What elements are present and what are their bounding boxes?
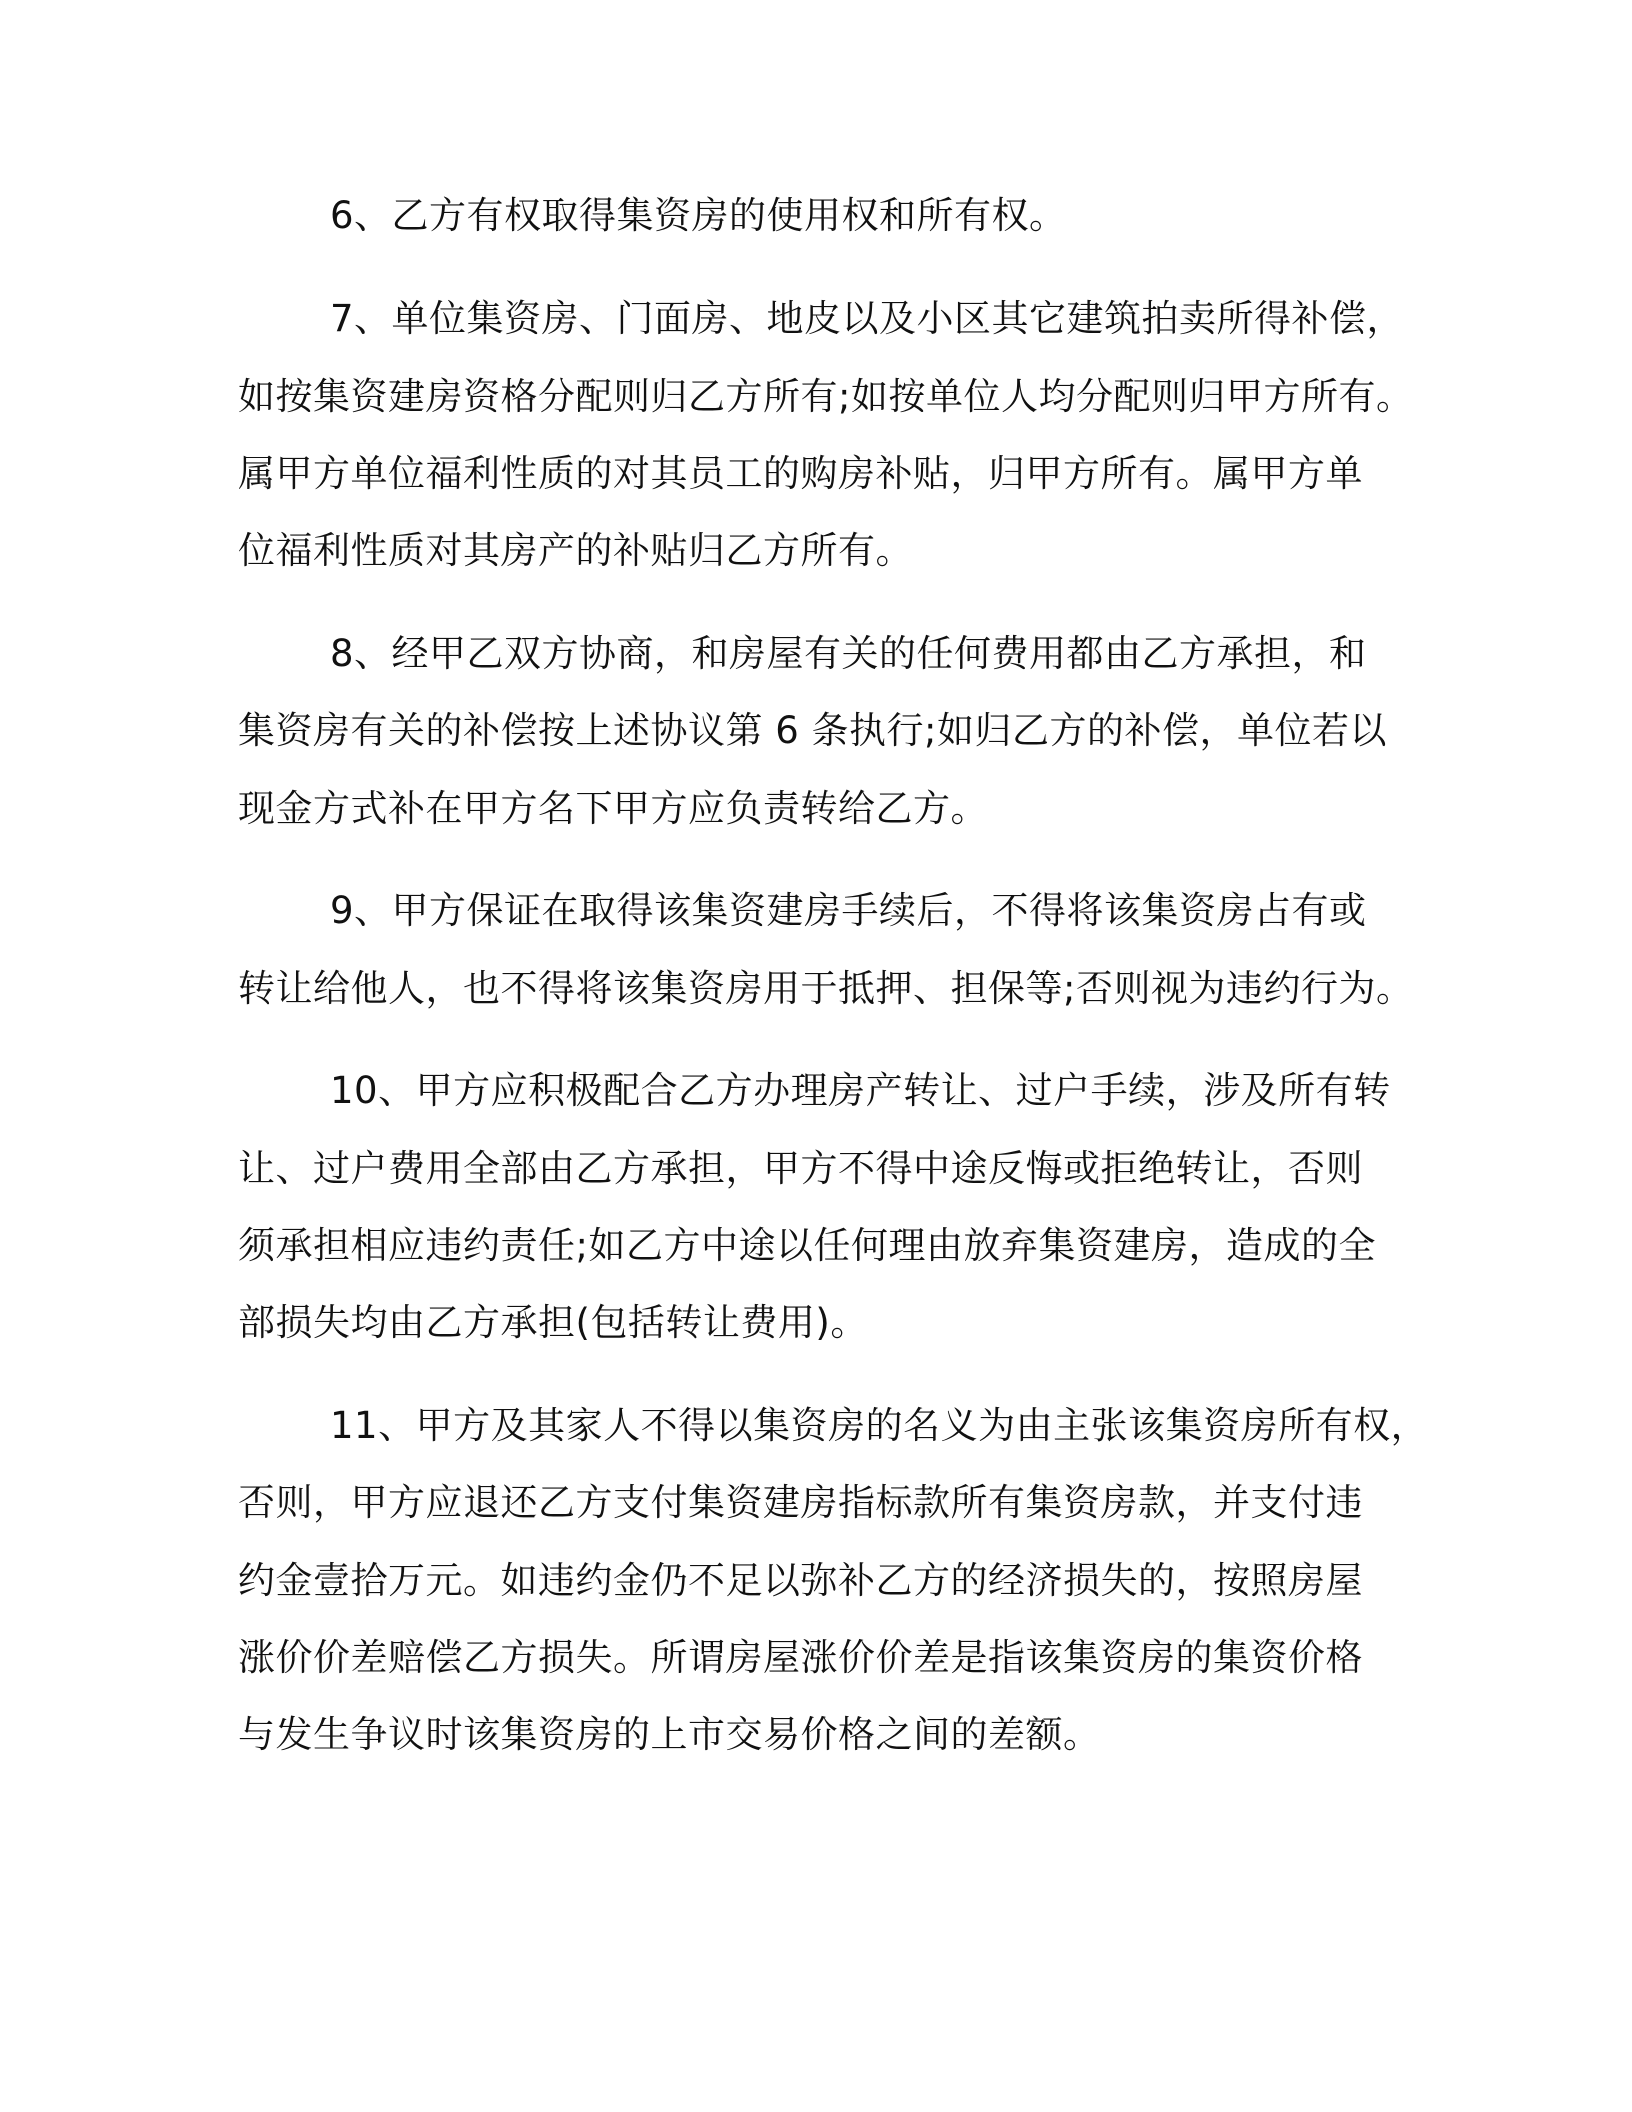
- clause-8-line-3: 现金方式补在甲方名下甲方应负责转给乙方。: [238, 787, 988, 830]
- clause-8-line-2: 集资房有关的补偿按上述协议第 6 条执行;如归乙方的补偿，单位若以: [238, 709, 1388, 752]
- clause-9-line-1: 9、甲方保证在取得该集资建房手续后，不得将该集资房占有或: [330, 889, 1367, 932]
- clause-7-line-3: 属甲方单位福利性质的对其员工的购房补贴，归甲方所有。属甲方单: [238, 452, 1363, 495]
- clause-10-line-2: 让、过户费用全部由乙方承担，甲方不得中途反悔或拒绝转让，否则: [238, 1147, 1363, 1190]
- clause-7-line-1: 7、单位集资房、门面房、地皮以及小区其它建筑拍卖所得补偿，: [330, 297, 1405, 340]
- clause-7-line-2: 如按集资建房资格分配则归乙方所有;如按单位人均分配则归甲方所有。: [238, 375, 1414, 418]
- clause-10-line-1: 10、甲方应积极配合乙方办理房产转让、过户手续，涉及所有转: [330, 1069, 1391, 1112]
- clause-9-line-2: 转让给他人，也不得将该集资房用于抵押、担保等;否则视为违约行为。: [238, 967, 1414, 1010]
- clause-11-line-2: 否则，甲方应退还乙方支付集资建房指标款所有集资房款，并支付违: [238, 1481, 1363, 1524]
- clause-11-line-3: 约金壹拾万元。如违约金仍不足以弥补乙方的经济损失的，按照房屋: [238, 1559, 1363, 1602]
- clause-6-line-1: 6、乙方有权取得集资房的使用权和所有权。: [330, 194, 1067, 237]
- clause-11-line-5: 与发生争议时该集资房的上市交易价格之间的差额。: [238, 1713, 1101, 1756]
- clause-10-line-3: 须承担相应违约责任;如乙方中途以任何理由放弃集资建房，造成的全: [238, 1224, 1376, 1267]
- clause-11-line-4: 涨价价差赔偿乙方损失。所谓房屋涨价价差是指该集资房的集资价格: [238, 1636, 1363, 1679]
- clause-7-line-4: 位福利性质对其房产的补贴归乙方所有。: [238, 529, 913, 572]
- clause-10-line-4: 部损失均由乙方承担(包括转让费用)。: [238, 1301, 868, 1344]
- clause-8-line-1: 8、经甲乙双方协商，和房屋有关的任何费用都由乙方承担，和: [330, 632, 1367, 675]
- clause-11-line-1: 11、甲方及其家人不得以集资房的名义为由主张该集资房所有权，: [330, 1404, 1429, 1447]
